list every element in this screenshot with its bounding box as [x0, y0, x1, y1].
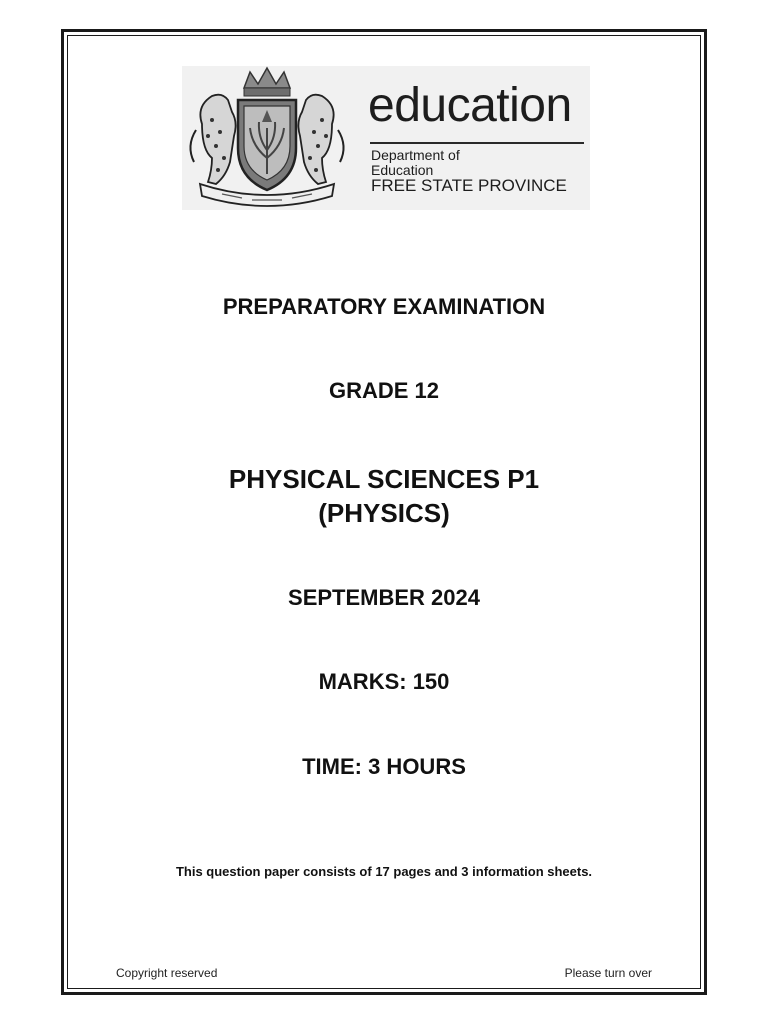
total-marks: MARKS: 150: [318, 669, 450, 694]
subject-line-2: (PHYSICS): [318, 498, 450, 528]
department-logo: [182, 66, 590, 210]
exam-date: SEPTEMBER 2024: [288, 585, 480, 610]
turn-over-footer: Please turn over: [564, 966, 652, 980]
logo-wordmark: education: [368, 79, 572, 132]
copyright-footer: Copyright reserved: [116, 966, 218, 980]
coat-of-arms-icon: [182, 66, 352, 210]
logo-divider: [370, 142, 584, 144]
subject-line-1: PHYSICAL SCIENCES P1: [228, 464, 540, 494]
logo-education-line: Education: [371, 162, 434, 178]
logo-province-line: FREE STATE PROVINCE: [371, 176, 567, 195]
logo-department-line: Department of: [371, 147, 460, 163]
page-count-note: This question paper consists of 17 pages and 3 information sheets.: [175, 864, 593, 879]
subject-heading: [0, 462, 768, 530]
exam-duration: TIME: 3 HOURS: [302, 754, 466, 779]
exam-title: PREPARATORY EXAMINATION: [222, 294, 546, 319]
grade-heading: GRADE 12: [328, 378, 440, 403]
